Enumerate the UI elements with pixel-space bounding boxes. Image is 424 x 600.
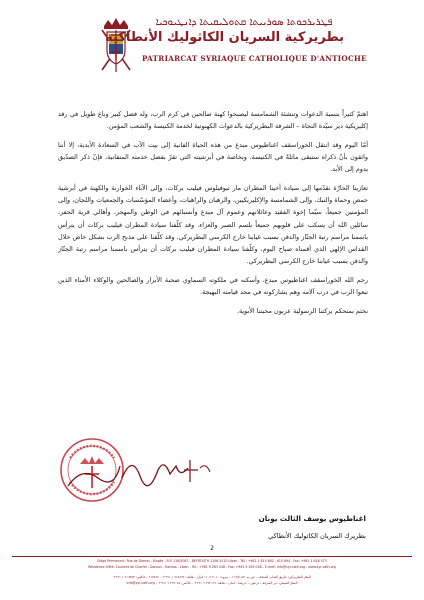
signatory-name: اغناطيوس يوسف الثالث يونان [258,514,366,523]
footer-line: Siège Permanent: Rue de Damas - Musée - B.P. 116/5087 - BEYROUTH 1106-2010 Liban - Tél.: +961 1 615 892 - 615 894 - Fax: +961 1 616 573 [97,559,327,563]
patriarchate-coat-of-arms-icon [96,16,136,74]
arabic-title: بطريركية السريان الكاثوليك الأنطاكية [105,30,344,45]
page-number: 2 [210,545,214,552]
handwritten-signature-icon [118,448,214,492]
footer-line: المقرّ الصيفي: دير الشرفة – درعون – حريصا – لبنان – هاتف: ٢٦٣٠٤٦ ٩ ٩٦١+ – فاكس: ٢٦٣٠٤٨ ٩ ٩٦١+ – info@syr-cath.org [126,581,298,585]
paragraph: نختم بمنحكم بركتنا الرسولية عربون محبتنا الأبوية. [236,306,368,315]
signatory-title: بطريرك السريان الكاثوليك الأنطاكي [268,532,366,540]
paragraph: اهتمّ كثيراً بتنمية الدعوات وتنشئة الشمامسة ليصبحوا كهنة صالحين في كرم الرب، وله فضل كبير وباع طويل في رفد إكليريكية دير سيّدة النجاة – الشرفة البطريركية بالدعوات الكهنوتية لخدمة الكنيسة والشعب المؤمن. [58,110,368,131]
paragraph: أمّا اليوم وقد انتقل الخوراسقف اغناطيوس مبدع من هذه الحياة الفانية إلى بيت الآب في السعادة الأبدية، إلا أننا واثقون بأنّ ذكراه ستبقى ماثلةً في الكنيسة، وبخاصة في أبرشيته التي تقرّ بفضل خدمته المتفانية، فإنّ ذكر الصدّيق يدوم إلى الأبد. [58,140,368,174]
letter-body [58,108,368,324]
french-title: PATRIARCAT SYRIAQUE CATHOLIQUE D'ANTIOCHE [142,54,367,63]
paragraph: رحم الله الخوراسقف اغناطيوس مبدع، وأسكنه في ملكوته السماوي صحبة الأبرار والصالحين والوكلاء الأمناء الذين تبعوا الرب في درب آلامه وهم يشاركونه في مجد قيامته البهيجة. [58,275,368,297]
footer-divider [12,556,412,557]
footer-line: المقرّ البطريركي: طريق الشام، المتحف – ص.ب. ١١٦/٥٠٨٧ – بيروت ٢٠١٠ ١١٠٦ لبنان – هاتف: ٦١٥٨٩٢ ١ ٩٦١+ – ٦١٥٨٩٤ – فاكس: ٦١٦٥٧٣ ١ ٩٦١+ [112,575,311,579]
footer-line: Résidence d'été: Couvent de Charfet - Daroun - Harissa - Liban - Tél.: +961 9 263 046 - Fax: +961 9 263 048 - E-mail: info@syr-cath.org - www.syr-cath.org [88,565,336,569]
syriac-title: ܦܛܪܝܪܟܘܬܐ ܣܘܪܝܝܬܐ ܩܬܘܠܝܩܝܬܐ ܕܐܢܛܝܘܟܝܐ [155,17,333,28]
letterhead [96,16,367,88]
official-seal-icon [58,436,126,504]
paragraph: تعازينا الحارّة نقدّمها إلى سيادة أخينا المطران مار تيوفيلوس فيليب بركات، وإلى الآباء الخوارنة والكهنة في أبرشية حمص وحماة والنبك، وإلى الشمامسة والإكليريكيين، والرهبان والراهبات، وأعضاء المؤسّسات والجمعيات واللجان، وإلى المؤمنين جميعاً، سيّما إخوة الفقيد وعائلاتهم وعموم آل مبدع وأنسبائهم في الوطن والمهجر، وأهالي قرية الحفر، سائلين الله أن يسكب على قلوبهم جميعاً بلسم الصبر والعزاء. وقد كلّفنا سيادة المطران فيليب بركات أن يترأس باسمنا مراسم رتبة الجنّاز والدفن بسبب غيابنا خارج الكرسي البطريركي. وقد كلّفنا على مذبح الرب بشكل خاص خلال القداس الإلهي الذي أقمناه صباح اليوم، وكلّفنا سيادة المطران فيليب بركات أن يترأس باسمنا مراسم رتبة الجنّاز والدفن بسبب غيابنا خارج الكرسي البطريركي. [58,184,368,266]
